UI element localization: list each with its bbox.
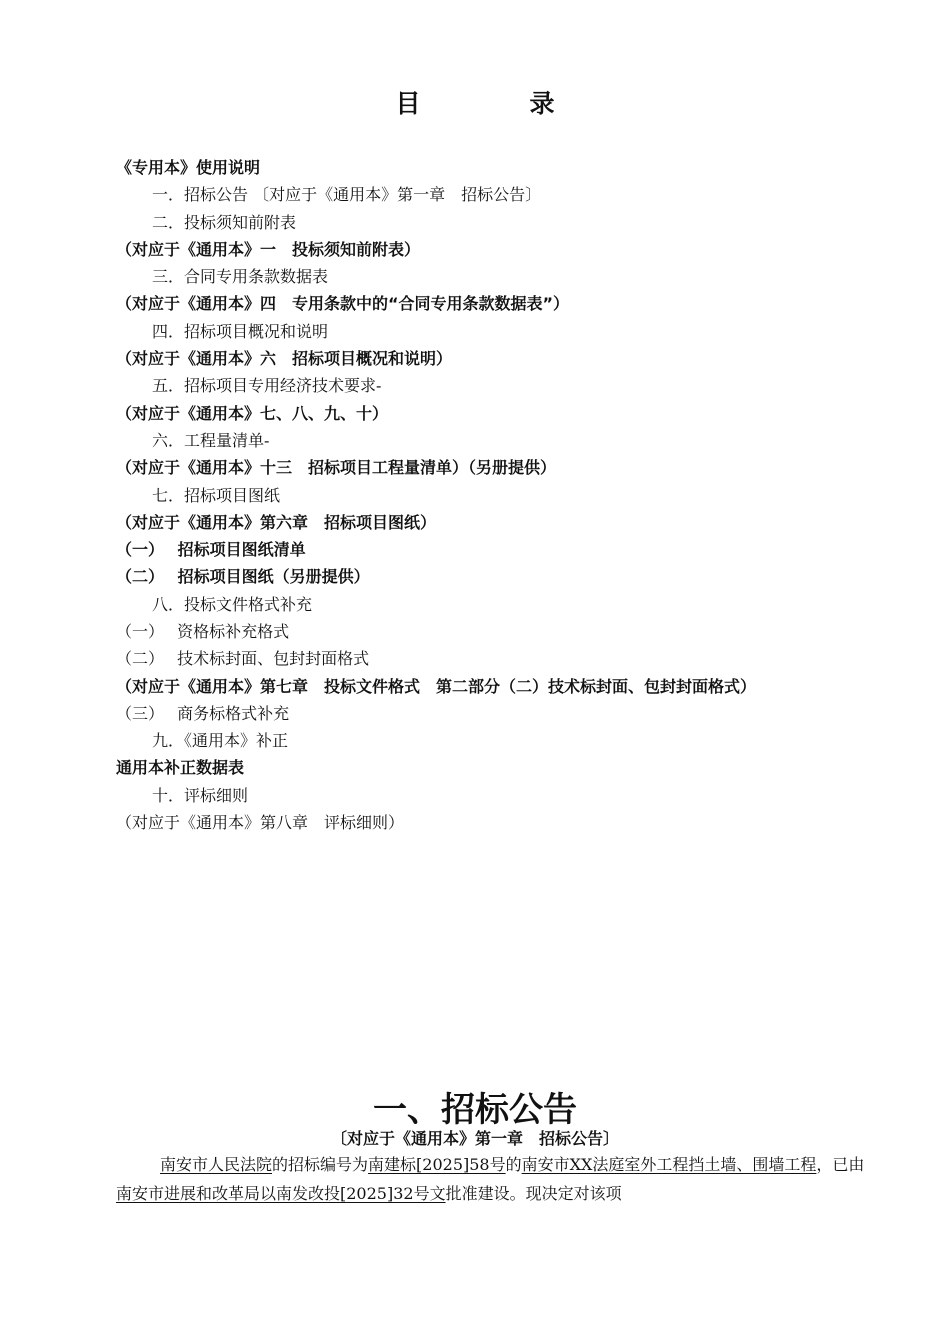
approval-reference: 南安市进展和改革局以南发改投[2025]32号文 [116, 1184, 446, 1203]
body-text-1: 的招标编号为 [272, 1155, 369, 1174]
body-text-4: 批准建设。现决定对该项 [445, 1184, 622, 1203]
toc-entry: 七．招标项目图纸 [152, 485, 281, 505]
toc-entry: （一） 招标项目图纸清单 [116, 540, 306, 560]
toc-entry: （对应于《通用本》一 投标须知前附表） [116, 239, 421, 259]
toc-entry: （二） 技术标封面、包封封面格式 [116, 649, 370, 669]
toc-entry: （对应于《通用本》第六章 招标项目图纸） [116, 512, 437, 532]
toc-entry: 六．工程量清单- [152, 430, 270, 450]
section-subtitle: 〔对应于《通用本》第一章 招标公告〕 [330, 1129, 619, 1148]
toc-entry: 四．招标项目概况和说明 [152, 321, 329, 341]
toc-entry: （二） 招标项目图纸（另册提供） [116, 567, 370, 587]
toc-entry: 十．评标细则 [152, 785, 249, 805]
toc-entry: （对应于《通用本》七、八、九、十） [116, 403, 389, 423]
toc-entry: 九．《通用本》补正 [152, 730, 289, 750]
toc-title: 目 录 [395, 89, 597, 118]
toc-entry: 一．招标公告 〔对应于《通用本》第一章 招标公告〕 [152, 185, 542, 205]
toc-entry: （三） 商务标格式补充 [116, 703, 290, 723]
table-of-contents [116, 154, 856, 836]
toc-entry: 三．合同专用条款数据表 [152, 267, 329, 287]
toc-entry: 八．投标文件格式补充 [152, 594, 313, 614]
toc-entry: 五．招标项目专用经济技术要求- [152, 376, 382, 396]
section-title: 一、招标公告 [373, 1090, 577, 1130]
toc-entry: （对应于《通用本》十三 招标项目工程量清单）（另册提供） [116, 458, 557, 478]
toc-entry: （一） 资格标补充格式 [116, 622, 290, 642]
toc-entry: （对应于《通用本》四 专用条款中的“合同专用条款数据表”） [116, 294, 570, 314]
toc-entry: （对应于《通用本》第八章 评标细则） [116, 812, 405, 832]
project-name: 南安市XX法庭室外工程挡土墙、围墙工程 [521, 1155, 817, 1174]
section-body-paragraph [116, 1150, 868, 1208]
toc-entry: （对应于《通用本》六 招标项目概况和说明） [116, 349, 453, 369]
bid-number: 南建标[2025]58号 [368, 1155, 506, 1174]
body-text-3: ，已由 [816, 1155, 865, 1174]
toc-entry: （对应于《通用本》第七章 投标文件格式 第二部分（二）技术标封面、包封封面格式） [116, 676, 757, 696]
toc-entry: 通用本补正数据表 [116, 758, 245, 778]
owner-name: 南安市人民法院 [160, 1155, 273, 1174]
toc-entry: 二．投标须知前附表 [152, 212, 297, 232]
body-text-2: 的 [505, 1155, 522, 1174]
toc-entry: 《专用本》使用说明 [116, 158, 261, 177]
